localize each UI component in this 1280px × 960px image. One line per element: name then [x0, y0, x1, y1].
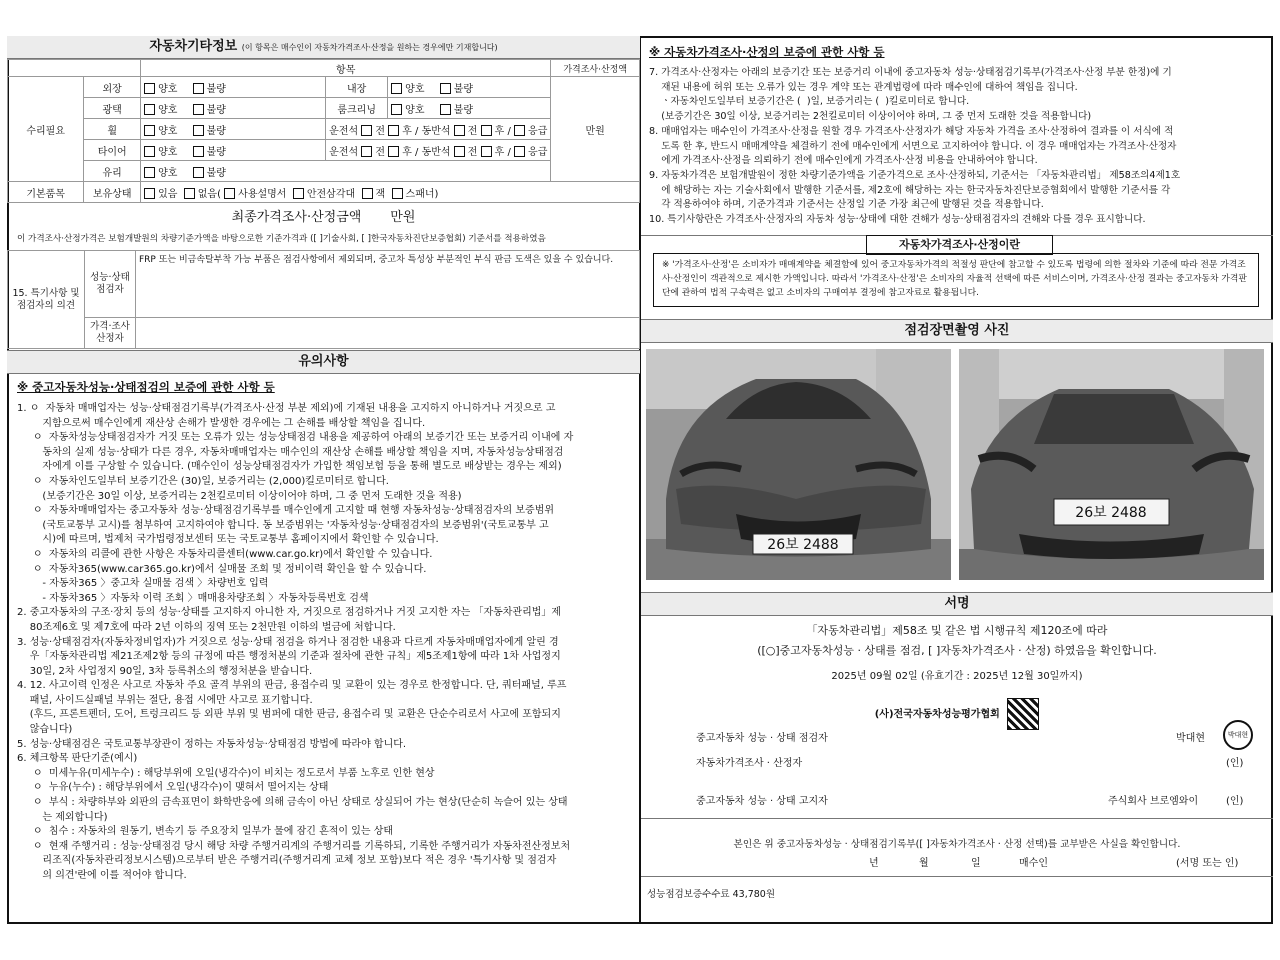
text-line: 동차의 실제 성능·상태가 다른 경우, 자동차매매업자는 매수인의 재산상 손해를 배상할 책임을 지며, 자동차성능상태점검: [17, 446, 564, 458]
blank-cell: [8, 60, 141, 77]
wheel-pass-front-checkbox[interactable]: [454, 125, 465, 136]
text-line: ㅇ 침수 : 자동차의 원동기, 변속기 등 주요장치 일부가 물에 잠긴 흔적이 있는 상태: [17, 826, 394, 838]
basic-items-label: 기본품목: [8, 182, 84, 203]
buyer-label: 매수인: [1019, 858, 1048, 869]
text-line: ㅇ 자동차인도일부터 보증기간은 (30)일, 보증거리는 (2,000)킬로미터로 합니다.: [17, 475, 389, 487]
other-info-table: [7, 59, 640, 203]
rear-text: 후: [402, 146, 412, 158]
rear-text: 후: [402, 125, 412, 137]
qr-code-icon[interactable]: [1007, 698, 1039, 730]
text-line: 8. 매매업자는 매수인이 가격조사·산정을 원할 경우 가격조사·산정자가 해당 자동차 가격을 조사·산정하여 결과를 이 서식에 적: [649, 125, 1174, 137]
bad-text: 불량: [453, 83, 474, 95]
spanner-checkbox[interactable]: [392, 188, 403, 199]
text-line: 우「자동차관리법 제21조제2항 등의 규정에 따른 행정처분의 기준과 절차에 관한 규칙」제5조제1항에 따라 1차 사업정지: [17, 651, 561, 663]
good-text: 양호: [158, 83, 178, 95]
possession-none-checkbox[interactable]: [184, 188, 195, 199]
price-unit: 만원: [551, 77, 640, 182]
text-line: 에 해당하는 자는 기술사회에서 발행한 기준서를, 제2호에 해당하는 자는 한국자동차진단보증협회에서 발행한 기준서를 각: [649, 184, 1171, 196]
inspector-name: 박대현: [1176, 733, 1205, 744]
other-info-title: [7, 36, 640, 59]
wheel-driver-front-checkbox[interactable]: [361, 125, 372, 136]
glass-good-checkbox[interactable]: [144, 167, 155, 178]
text-line: ㅇ 자동차365(www.car365.go.kr)에서 실매물 조회 및 정비이력 확인을 할 수 있습니다.: [17, 563, 427, 575]
final-price-line: [7, 206, 640, 225]
have-text: 있음: [158, 188, 178, 200]
bad-text: 불량: [206, 83, 226, 95]
text-line: 재된 내용에 허위 또는 오류가 있는 경우 계약 또는 관계법령에 따라 매수인에 대하여 책임을 집니다.: [649, 81, 1078, 93]
bad-text: 불량: [206, 146, 226, 158]
bad-text: 불량: [453, 104, 474, 116]
divider: [641, 818, 1273, 819]
final-price-label: 최종가격조사·산정금액: [231, 210, 362, 225]
text-line: 7. 가격조사·산정자는 아래의 보증기간 또는 보증거리 이내에 중고자동차 성능·상태점검기록부(가격조사·산정 부분 한정)에 기: [649, 67, 1172, 78]
text-line: 자에게 이를 구상할 수 있습니다. (매수인이 성능상태점검자가 가입한 책임보험 등을 통해 별도로 배상받는 경우는 제외): [17, 461, 562, 473]
price-basis-note: 이 가격조사·산정가격은 보험개발원의 차량기준가액을 바탕으로한 기준가격과 ([ ]기술사회, [ ]한국자동차진단보증협회) 기준서를 적용하였음: [17, 234, 546, 244]
text-line: (보증기간은 30일 이상, 보증거리는 2천킬로미터 이상이어야 하며, 그 중 먼저 도래한 것을 적용합니다): [649, 111, 1092, 123]
text-line: - 자동차365 〉자동차 이력 조회 〉매매용차량조회 〉자동차등록번호 검색: [17, 592, 369, 604]
text-line: 10. 특기사항란은 가격조사·산정자의 자동차 성능·상태에 대한 견해가 성능·상태점검자의 견해와 다를 경우 표시합니다.: [649, 214, 1146, 226]
jack-checkbox[interactable]: [362, 188, 373, 199]
gloss-options: [141, 98, 326, 119]
text-line: (후드, 프론트펜더, 도어, 트렁크리드 등 외판 부위 및 범퍼에 대한 판금, 용접수리 및 교환은 단순수리로서 사고에 포함되지: [17, 709, 561, 721]
wheel-good-checkbox[interactable]: [144, 125, 155, 136]
text-line: 는 제외합니다): [17, 811, 108, 823]
spanner-text: 스패너: [405, 188, 435, 200]
tire-driver-front-checkbox[interactable]: [361, 146, 372, 157]
receipt-line: 본인은 위 중고자동차성능 · 상태점검기록부([ ]자동차가격조사 · 산정 선택)를 교부받은 사실을 확인합니다.: [733, 839, 1181, 850]
wheel-label: 휠: [84, 119, 141, 140]
good-text: 양호: [158, 125, 178, 137]
text-line: 지함으로써 매수인에게 재산상 손해가 발생한 경우에는 그 손해를 배상할 책임을 집니다.: [17, 417, 426, 429]
text-line: 도록 한 후, 반드시 매매계약을 체결하기 전에 매수인에게 서면으로 고지하여야 합니다. 이 경우 매매업자는 가격조사·산정자: [649, 140, 1177, 152]
good-text: 양호: [158, 167, 178, 179]
front-car-drawing: [646, 349, 951, 580]
emergency-text: 응급: [528, 125, 548, 137]
room-options: [388, 98, 551, 119]
rear-plate-text: 26보 2488: [1075, 505, 1147, 521]
exterior-good-checkbox[interactable]: [144, 83, 155, 94]
inspector-label: 중고자동차 성능 · 상태 점검자: [696, 733, 828, 744]
day-label: 일: [971, 858, 981, 869]
confirm-line: ([○]중고자동차성능 · 상태를 점검, [ ]자동차가격조사 · 산정) 하였음을 확인합니다.: [757, 644, 1157, 657]
text-line: ㅇ 자동차성능상태점검자가 거짓 또는 오류가 있는 성능상태점검 내용을 제공하여 아래의 보증기간 또는 보증거리 이내에 자: [17, 432, 574, 444]
rear-car-drawing: [959, 349, 1264, 580]
bad-text: 불량: [206, 104, 226, 116]
text-line: ㅇ 자동차의 리콜에 관한 사항은 자동차리콜센터(www.car.go.kr)에서 확인할 수 있습니다.: [17, 548, 433, 560]
interior-bad-checkbox[interactable]: [440, 83, 451, 94]
text-line: 각 적용하여야 하며, 기준가격과 기준서는 산정일 기준 가장 최근에 발행된 것을 적용합니다.: [649, 199, 1044, 211]
price-checker-label: 가격·조사 산정자: [85, 318, 136, 349]
tire-driver-rear-checkbox[interactable]: [388, 146, 399, 157]
year-label: 년: [869, 858, 879, 869]
emergency-text: 응급: [528, 146, 548, 158]
warranty-title: ※ 자동차가격조사·산정의 보증에 관한 사항 등: [649, 45, 885, 59]
jack-text: 잭: [375, 188, 386, 200]
interior-label: 내장: [326, 77, 388, 98]
text-line: (국토교통부 고시)를 첨부하여 고지하여야 합니다. 동 보증범위는 '자동차성능·상태점검자의 보증범위'(국토교통부 고: [17, 519, 549, 531]
definition-text: ※ '가격조사·산정'은 소비자가 매매계약을 체결함에 있어 중고자동차가격의 적절성 판단에 참고할 수 있도록 법령에 의한 절차와 기준에 따라 전문 가격조사·산정인이 객관적으로 제시한 가액입니다. 따라서 '가격조사·산정'은 소비자의 자율적 선택에 따른 서비스이며, 가격조사·산정 결과는 중고자동차 가격판단에 관하여 법적 구속력은 없고 소비자의 구매여부 결정에 참고자료로 활용됩니다.: [653, 253, 1259, 307]
passenger-text: 동반석: [421, 125, 451, 137]
room-cleaning-label: 룸크리닝: [326, 98, 388, 119]
col-price-header: 가격조사·산정액: [551, 60, 640, 77]
wheel-bad-checkbox[interactable]: [193, 125, 204, 136]
text-line: 3. 성능·상태점검자(자동차정비업자)가 거짓으로 성능·상태 점검을 하거나 점검한 내용과 다르게 자동차매매업자에게 알린 경: [17, 636, 559, 648]
good-text: 양호: [158, 146, 178, 158]
manual-text: 사용설명서: [238, 188, 287, 200]
appraiser-seal: (인): [1226, 758, 1244, 769]
notice-subtitle: ※ 중고자동차성능·상태점검의 보증에 관한 사항 등: [17, 380, 275, 394]
photo-title: 점검장면촬영 사진: [641, 319, 1273, 343]
text-line: 에게 가격조사·산정을 의뢰하기 전에 매수인에게 가격조사·산정 비용을 안내하여야 합니다.: [649, 155, 1038, 167]
possession-label: 보유상태: [84, 182, 141, 203]
text-line: 80조제6호 및 제7호에 따라 2년 이하의 징역 또는 2천만원 이하의 벌금에 처합니다.: [17, 621, 396, 633]
gloss-label: 광택: [84, 98, 141, 119]
price-checker-opinion: [136, 318, 640, 349]
left-column: [7, 36, 640, 924]
notice-title: 유의사항: [7, 350, 640, 374]
warranty-fee: 성능점검보증수수료 43,780원: [647, 889, 776, 900]
notifier-name: 주식회사 브로엠와이: [1108, 796, 1199, 807]
association-name: (사)전국자동차성능평가협회: [874, 709, 1000, 720]
right-column: [641, 36, 1273, 924]
text-line: 1. ㅇ 자동차 매매업자는 성능·상태점검기록부(가격조사·산정 부분 제외)에 기재된 내용을 고지하지 아니하거나 거짓으로 고: [17, 403, 556, 414]
room-good-checkbox[interactable]: [391, 104, 402, 115]
room-bad-checkbox[interactable]: [440, 104, 451, 115]
sign-or-seal: (서명 또는 인): [1176, 858, 1239, 869]
rear-car-photo: [959, 349, 1264, 580]
wheel-options: [141, 119, 326, 140]
passenger-text: 동반석: [421, 146, 451, 158]
inspector-stamp-icon: 박대현: [1223, 720, 1253, 750]
text-line: ㅇ 누유(누수) : 해당부위에서 오일(냉각수)이 맺혀서 떨어지는 상태: [17, 782, 329, 794]
final-price-unit: 만원: [390, 210, 416, 225]
rear-text: 후: [494, 125, 505, 137]
repair-label: 수리필요: [8, 77, 84, 182]
wheel-driver-rear-checkbox[interactable]: [388, 125, 399, 136]
front-car-photo: [646, 349, 951, 580]
manual-checkbox[interactable]: [224, 188, 235, 199]
date-line: 2025년 09월 02일 (유효기간 : 2025년 12월 30일까지): [831, 671, 1083, 682]
exterior-options: [141, 77, 326, 98]
good-text: 양호: [405, 104, 425, 116]
text-line: 30일, 2차 사업정지 90일, 3차 등록취소의 행정처분을 받습니다.: [17, 665, 313, 677]
driver-text: 운전석: [329, 125, 359, 137]
tire-label: 타이어: [84, 140, 141, 161]
interior-options: [388, 77, 551, 98]
notifier-seal: (인): [1226, 796, 1244, 807]
bad-text: 불량: [206, 125, 226, 137]
front-text: 전: [375, 125, 386, 137]
special-notes-label: 15. 특기사항 및 점검자의 의견: [8, 251, 85, 349]
divider: [641, 876, 1273, 877]
exterior-label: 외장: [84, 77, 141, 98]
triangle-text: 안전삼각대: [306, 188, 356, 200]
glass-label: 유리: [84, 161, 141, 182]
front-plate-text: 26보 2488: [767, 537, 839, 553]
tire-pass-front-checkbox[interactable]: [454, 146, 465, 157]
definition-title: 자동차가격조사·산정이란: [866, 235, 1053, 255]
text-line: (보증기간은 30일 이상, 보증거리는 2천킬로미터 이상이어야 하며, 그 중 먼저 도래한 것을 적용): [17, 490, 462, 502]
text-line: 않습니다): [17, 724, 73, 736]
bad-text: 불량: [206, 167, 226, 179]
text-line: 리조직(자동차관리정보시스템)으로부터 받은 주행거리(주행거리계 교체 정보 포함)보다 적은 경우 '특기사항 및 점검자: [17, 855, 557, 867]
text-line: 4. 12. 사고이력 인정은 사고로 자동차 주요 골격 부위의 판금, 용접수리 및 교환이 있는 경우로 한정합니다. 단, 쿼터패널, 루프: [17, 680, 567, 692]
text-line: ㅇ 미세누유(미세누수) : 해당부위에 오일(냉각수)이 비치는 정도로서 부품 노후로 인한 현상: [17, 767, 435, 779]
front-text: 전: [467, 125, 478, 137]
text-line: 패널, 사이드실패널 부위는 절단, 용접 시에만 사고로 표기합니다.: [17, 694, 313, 706]
tire-position-options: 운전석 전 후 / 동반석 전 후 / 응급: [326, 140, 551, 161]
good-text: 양호: [405, 83, 425, 95]
text-line: ㅇ 현재 주행거리 : 성능·상태점검 당시 해당 차량 주행거리계의 주행거리를 기록하되, 기록한 주행거리가 자동차전산정보처: [17, 840, 571, 852]
special-notes-table: [7, 250, 640, 349]
perf-checker-opinion: FRP 또는 비금속탈부착 가능 부품은 점검사항에서 제외되며, 중고차 특성상 부분적인 부식 판금 도색은 있을 수 있습니다.: [136, 251, 640, 318]
rear-text: 후: [494, 146, 505, 158]
tire-emergency-checkbox[interactable]: [514, 146, 525, 157]
possession-options: 있음 없음( 사용설명서 안전삼각대 잭 스패너): [141, 182, 640, 203]
law-line: 「자동차관리법」제58조 및 같은 법 시행규칙 제120조에 따라: [806, 624, 1108, 637]
tire-pass-rear-checkbox[interactable]: [481, 146, 492, 157]
interior-good-checkbox[interactable]: [391, 83, 402, 94]
notice-body: [17, 402, 637, 884]
perf-checker-label: 성능·상태 점검자: [85, 251, 136, 318]
other-info-title-text: 자동차기타정보: [149, 39, 238, 54]
text-line: 시)에 따르며, 법제처 국가법령정보센터 또는 국토교통부 홈페이지에서 확인할 수 있습니다.: [17, 534, 439, 546]
exterior-bad-checkbox[interactable]: [193, 83, 204, 94]
text-line: 5. 성능·상태점검은 국토교통부장관이 정하는 자동차성능·상태점검 방법에 따라야 합니다.: [17, 738, 407, 750]
front-text: 전: [375, 146, 386, 158]
notifier-label: 중고자동차 성능 · 상태 고지자: [696, 796, 828, 807]
association-line: [641, 698, 1273, 730]
tire-bad-checkbox[interactable]: [193, 146, 204, 157]
warranty-body: [649, 66, 1269, 228]
text-line: - 자동차365 〉중고차 실매물 검색 〉차량번호 입력: [17, 578, 269, 590]
wheel-emergency-checkbox[interactable]: [514, 125, 525, 136]
possession-have-checkbox[interactable]: [144, 188, 155, 199]
text-line: 2. 중고자동차의 구조·장치 등의 성능·상태를 고지하지 아니한 자, 거짓으로 점검하거나 거짓 고지한 자는 「자동차관리법」제: [17, 607, 562, 619]
triangle-checkbox[interactable]: [293, 188, 304, 199]
wheel-pass-rear-checkbox[interactable]: [481, 125, 492, 136]
text-line: 6. 체크항목 판단기준(예시): [17, 753, 138, 765]
signature-title: 서명: [641, 592, 1273, 616]
col-item-header: 항목: [141, 60, 551, 77]
front-text: 전: [467, 146, 478, 158]
tire-good-checkbox[interactable]: [144, 146, 155, 157]
none-text: 없음: [197, 188, 218, 200]
appraiser-label: 자동차가격조사 · 산정자: [696, 758, 803, 769]
text-line: ㅇ 부식 : 차량하부와 외판의 금속표면이 화학반응에 의해 금속이 아닌 상태로 상실되어 가는 현상(단순히 녹슬어 있는 상태: [17, 797, 568, 809]
month-label: 월: [919, 858, 929, 869]
wheel-position-options: 운전석 전 후 / 동반석 전 후 / 응급: [326, 119, 551, 140]
glass-options: [141, 161, 551, 182]
text-line: 의 의견'란에 이를 적어야 합니다.: [17, 870, 187, 881]
text-line: ㆍ자동차인도일부터 보증기간은 ( )일, 보증거리는 ( )킬로미터로 합니다.: [649, 96, 970, 108]
tire-options: [141, 140, 326, 161]
gloss-bad-checkbox[interactable]: [193, 104, 204, 115]
other-info-note: (이 항목은 매수인이 자동차가격조사·산정을 원하는 경우에만 기재합니다): [241, 43, 498, 52]
glass-bad-checkbox[interactable]: [193, 167, 204, 178]
text-line: ㅇ 자동차매매업자는 중고자동차 성능·상태점검기록부를 매수인에게 고지할 때 현행 자동차성능·상태점검자의 보증범위: [17, 505, 555, 517]
gloss-good-checkbox[interactable]: [144, 104, 155, 115]
text-line: 9. 자동차가격은 보험개발원이 정한 차량기준가액을 기준가격으로 조사·산정하되, 기준서는 「자동차관리법」 제58조의4제1호: [649, 169, 1181, 181]
good-text: 양호: [158, 104, 178, 116]
driver-text: 운전석: [329, 146, 359, 158]
